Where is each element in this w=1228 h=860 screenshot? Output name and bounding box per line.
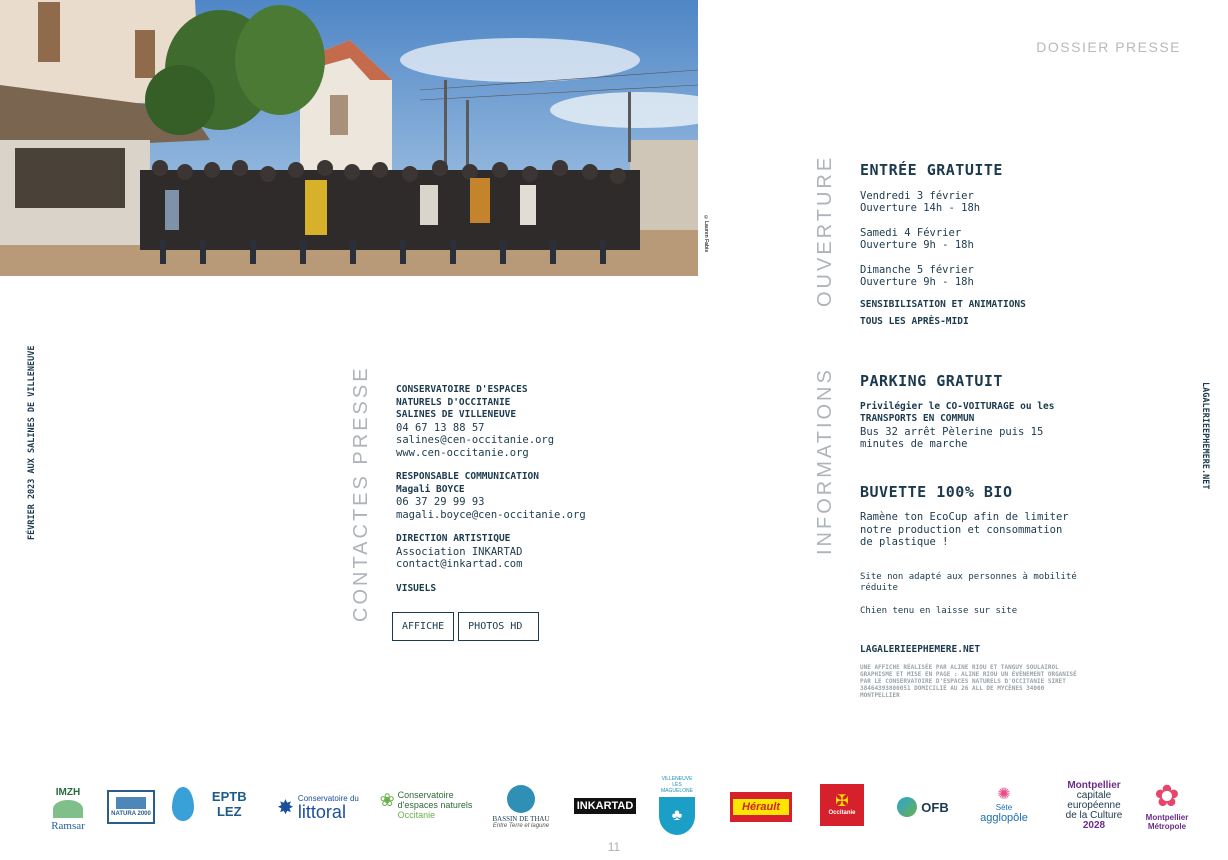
photo-credit: ©Lauren Fabis: [703, 215, 709, 253]
natura-text: NATURA 2000: [111, 811, 151, 817]
opening-info: [860, 161, 1026, 330]
side-website: LAGALERIEEPHEMERE.NET: [1200, 382, 1210, 490]
thau-text-a: BASSIN DE THAU: [492, 815, 550, 823]
montpellier-metropole-logo: [1138, 774, 1196, 838]
sete-text-b: agglopôle: [980, 811, 1028, 824]
parking-bus-line1: Bus 32 arrêt Pèlerine puis 15: [860, 425, 1044, 438]
eptb-lez-logo: [172, 784, 260, 824]
imzh-text: IMZH: [55, 786, 81, 798]
littoral-text-a: Conservatoire du: [297, 793, 359, 803]
occitanie-text: Occitanie: [828, 810, 856, 816]
org-phone: 04 67 13 88 57: [396, 421, 485, 434]
herault-logo: [730, 792, 792, 822]
entry-free-title: ENTRÉE GRATUITE: [860, 161, 1003, 179]
photos-hd-button[interactable]: PHOTOS HD: [458, 612, 539, 641]
resp-title: RESPONSABLE COMMUNICATION: [396, 471, 539, 482]
cen-occitanie-logo: [378, 790, 474, 826]
thau-text-b: Entre Terre et lagune: [492, 823, 550, 829]
dog-note: Chien tenu en laisse sur site: [860, 605, 1018, 616]
mtp-text-a: Montpellier: [1067, 780, 1121, 791]
dir-title: DIRECTION ARTISTIQUE: [396, 533, 511, 544]
ramsar-text: Ramsar: [51, 819, 85, 832]
partner-logos: [0, 770, 1228, 842]
cen-text-b: d'espaces naturels: [397, 800, 473, 810]
parking-bold-line1: Privilégier le CO-VOITURAGE ou les: [860, 400, 1055, 412]
side-event-date: FÉVRIER 2023 AUX SALINES DE VILLENEUVE: [27, 345, 37, 540]
cen-flower-icon: ❀: [379, 790, 395, 810]
day3-label: Dimanche 5 février: [860, 263, 974, 276]
ofb-text: OFB: [921, 799, 949, 815]
littoral-text-b: littoral: [297, 801, 346, 822]
water-drop-icon: [172, 787, 194, 821]
visuels-title: VISUELS: [396, 582, 437, 594]
press-contacts: [396, 384, 626, 595]
day3-hours: Ouverture 9h - 18h: [860, 276, 974, 288]
mtp-text-b: capitale: [1076, 790, 1112, 801]
mtp-text-d: de la Culture: [1065, 810, 1123, 821]
palm-shield-icon: ♣: [659, 797, 695, 835]
sun-icon: ✺: [997, 785, 1011, 803]
bird-icon: [116, 797, 146, 809]
buvette-line2: notre production et consommation: [860, 523, 1063, 536]
buvette-line1: Ramène ton EcoCup afin de limiter: [860, 511, 1069, 523]
buvette-title: BUVETTE 100% BIO: [860, 482, 1013, 501]
day1-hours: Ouverture 14h - 18h: [860, 202, 981, 214]
resp-email-link[interactable]: magali.boyce@cen-occitanie.org: [396, 508, 586, 521]
resp-phone: 06 37 29 99 93: [396, 496, 485, 508]
region-occitanie-logo: [820, 784, 864, 826]
metro-text-a: Montpellier: [1145, 813, 1189, 822]
buvette-line3: de plastique !: [860, 536, 949, 548]
affiche-button[interactable]: AFFICHE: [392, 612, 454, 641]
dir-email-link[interactable]: contact@inkartad.com: [396, 558, 523, 570]
day2-hours: Ouverture 9h - 18h: [860, 239, 974, 251]
littoral-star-icon: ✸: [277, 796, 294, 819]
cen-contact: [396, 384, 626, 459]
cen-text-a: Conservatoire: [397, 790, 454, 800]
villeneuve-text: VILLENEUVE LÈS MAGUELONE: [661, 775, 693, 794]
conservatoire-littoral-logo: [270, 790, 366, 824]
eptb-text: EPTB LEZ: [211, 789, 247, 819]
occitan-cross-icon: ✠: [835, 793, 849, 810]
natura2000-logo: [107, 790, 155, 824]
day1-label: Vendredi 3 février: [860, 189, 974, 202]
metro-text-b: Métropole: [1147, 822, 1187, 831]
animations-line1: SENSIBILISATION ET ANIMATIONS: [860, 298, 1026, 310]
credits-fine-print: UNE AFFICHE RÉALISÉE PAR ALINE RIOU ET TANGUY SOULAIROL GRAPHISME ET MISE EN PAGE : ALINE RIOU UN ÉVÈNEMENT ORGANISÉ PAR LE CONSERVATOIRE D'ESPACES NATURELS D'OCCITANIE SIRET 38464393800051 DOMICILIÉ AU 26 ALL DE MYCÈNES 34000 MONTPELLIER: [860, 663, 1077, 699]
inkartad-text: INKARTAD: [576, 800, 634, 812]
mtp-text-c: européenne: [1067, 800, 1121, 811]
metropole-star-icon: ✿: [1154, 780, 1180, 813]
accessibility-note-line2: réduite: [860, 582, 898, 593]
practical-info: [860, 372, 1080, 699]
cen-text-c: Occitanie: [397, 810, 436, 820]
ofb-circle-icon: [897, 797, 917, 817]
visuels-buttons: [392, 612, 539, 641]
informations-section-label: INFORMATIONS: [814, 367, 836, 555]
mtp-text-e: 2028: [1082, 820, 1106, 831]
contacts-section-label: CONTACTES PRESSE: [350, 365, 372, 622]
artistic-direction-contact: [396, 533, 626, 571]
inkartad-logo: [574, 798, 636, 814]
resp-name: Magali BOYCE: [396, 483, 465, 495]
org-email-link[interactable]: salines@cen-occitanie.org: [396, 434, 555, 446]
parking-bold-line2: TRANSPORTS EN COMMUN: [860, 413, 975, 424]
animations-line2: TOUS LES APRÈS-MIDI: [860, 315, 969, 327]
website-link[interactable]: LAGALERIEEPHEMERE.NET: [860, 643, 981, 655]
bassin-thau-logo: [484, 782, 558, 832]
ofb-logo: [893, 794, 953, 820]
ouverture-section-label: OUVERTURE: [814, 154, 836, 307]
wetland-icon: [53, 800, 83, 818]
montpellier-culture-logo: [1058, 774, 1130, 838]
thau-circle-icon: [507, 785, 535, 813]
sete-agglopole-logo: [972, 780, 1036, 830]
sete-text-a: Sète: [995, 802, 1013, 812]
herault-text: Hérault: [733, 799, 789, 815]
org-name-line2: NATURELS D'OCCITANIE: [396, 396, 511, 408]
communication-contact: [396, 471, 626, 521]
accessibility-note-line1: Site non adapté aux personnes à mobilité: [860, 571, 1077, 582]
document-label: DOSSIER PRESSE: [1036, 39, 1181, 55]
parking-bus-line2: minutes de marche: [860, 438, 968, 450]
dir-name: Association INKARTAD: [396, 545, 523, 558]
day2-label: Samedi 4 Février: [860, 226, 962, 239]
parking-title: PARKING GRATUIT: [860, 372, 1003, 390]
org-website-link[interactable]: www.cen-occitanie.org: [396, 446, 529, 459]
crowd-photo: [0, 0, 698, 276]
org-name-line1: CONSERVATOIRE D'ESPACES: [396, 384, 528, 395]
org-name-line3: SALINES DE VILLENEUVE: [396, 409, 517, 420]
villeneuve-logo: [656, 776, 698, 834]
imzh-ramsar-logo: [44, 780, 92, 838]
page-number: 11: [607, 840, 621, 854]
